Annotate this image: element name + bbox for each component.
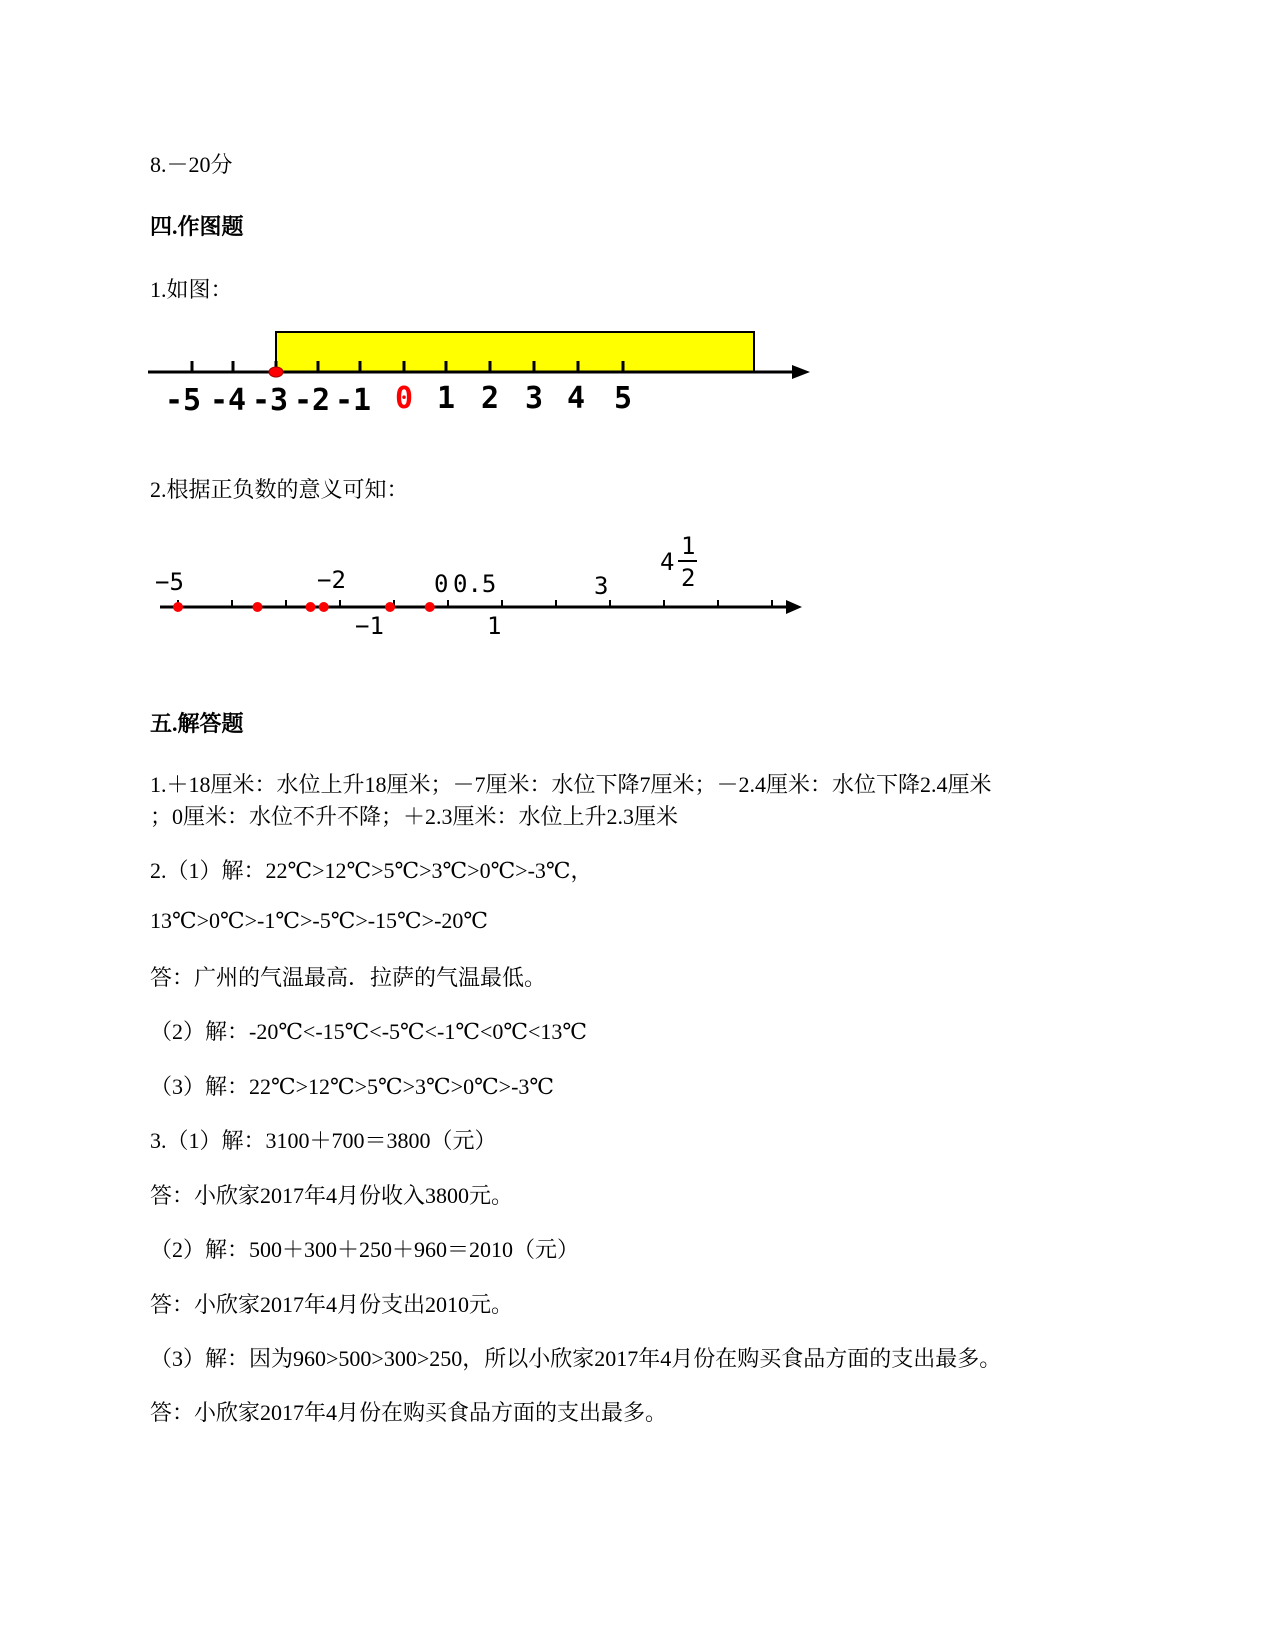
label-half: 0.5	[453, 570, 497, 598]
label-zero: 0	[394, 381, 414, 416]
label-neg2: −2	[317, 566, 346, 594]
point-5	[425, 602, 435, 612]
point-2	[306, 602, 316, 612]
answer-2-1-cont: 13℃>0℃>-1℃>-5℃>-15℃>-20℃	[150, 908, 489, 933]
label-4: 4	[566, 381, 586, 416]
mixed-whole: 4	[660, 548, 675, 576]
label-neg1: -1	[334, 383, 372, 418]
answer-2-conclusion: 答：广州的气温最高．拉萨的气温最低。	[150, 965, 547, 990]
answer-3-1: 3.（1）解：3100＋700＝3800（元）	[150, 1128, 497, 1153]
label-zero: 0	[434, 570, 449, 598]
label-neg3: -3	[251, 383, 289, 418]
answer-3-3-conclusion: 答：小欣家2017年4月份在购买食品方面的支出最多。	[150, 1400, 668, 1425]
answer-8: 8.－20分	[150, 152, 233, 177]
answer-2-2: （2）解：-20℃<-15℃<-5℃<-1℃<0℃<13℃	[150, 1019, 588, 1044]
label-neg5: -5	[164, 383, 202, 418]
label-5: 5	[613, 381, 633, 416]
axis-arrow	[786, 600, 802, 614]
label-neg1: −1	[355, 612, 384, 640]
label-neg2: -2	[293, 383, 331, 418]
q2-label: 2.根据正负数的意义可知：	[150, 477, 409, 502]
answer-3-2-conclusion: 答：小欣家2017年4月份支出2010元。	[150, 1292, 514, 1317]
section-4-heading: 四.作图题	[150, 214, 244, 239]
answer-3-1-conclusion: 答：小欣家2017年4月份收入3800元。	[150, 1183, 514, 1208]
q1-label: 1.如图：	[150, 277, 233, 302]
point-4	[385, 602, 395, 612]
point-3	[319, 602, 329, 612]
label-neg4: -4	[209, 383, 247, 418]
label-2: 2	[480, 381, 500, 416]
label-3: 3	[594, 572, 609, 600]
answer-1-line-2: ；0厘米：水位不升不降；＋2.3厘米：水位上升2.3厘米	[150, 804, 679, 829]
answer-3-3: （3）解：因为960>500>300>250，所以小欣家2017年4月份在购买食品方面的支出最多。	[150, 1346, 1002, 1371]
start-point	[269, 367, 283, 377]
mixed-numerator: 1	[681, 532, 696, 560]
number-line-figure-2	[150, 530, 830, 650]
label-3: 3	[524, 381, 544, 416]
label-neg5: −5	[155, 568, 184, 596]
section-5-heading: 五.解答题	[150, 711, 244, 736]
answer-2-1: 2.（1）解：22℃>12℃>5℃>3℃>0℃>-3℃，	[150, 858, 593, 883]
mixed-denominator: 2	[681, 564, 696, 592]
answer-3-2: （2）解：500＋300＋250＋960＝2010（元）	[150, 1237, 580, 1262]
label-1: 1	[436, 381, 456, 416]
label-1: 1	[487, 612, 502, 640]
axis-arrow	[792, 365, 810, 379]
point-1	[253, 602, 263, 612]
answer-2-3: （3）解：22℃>12℃>5℃>3℃>0℃>-3℃	[150, 1074, 555, 1099]
highlight-region	[276, 332, 754, 372]
number-line-figure-1	[140, 320, 830, 430]
answer-1-line-1: 1.＋18厘米：水位上升18厘米；－7厘米：水位下降7厘米；－2.4厘米：水位下降2.4厘米	[150, 772, 992, 797]
point-0	[173, 602, 183, 612]
